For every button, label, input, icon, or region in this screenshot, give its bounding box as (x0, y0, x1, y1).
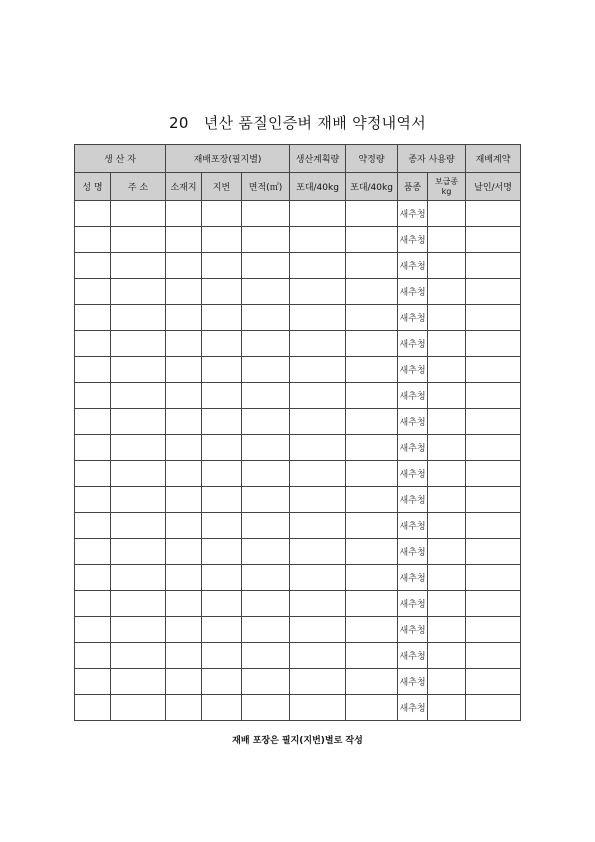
cell-area[interactable] (242, 201, 290, 227)
cell-lot[interactable] (202, 253, 242, 279)
cell-lot[interactable] (202, 357, 242, 383)
cell-address[interactable] (111, 357, 166, 383)
cell-address[interactable] (111, 539, 166, 565)
cell-location[interactable] (166, 565, 202, 591)
cell-contract[interactable] (346, 383, 398, 409)
cell-contract[interactable] (346, 617, 398, 643)
cell-location[interactable] (166, 695, 202, 721)
cell-plan[interactable] (290, 643, 346, 669)
cell-area[interactable] (242, 617, 290, 643)
cell-contract[interactable] (346, 253, 398, 279)
cell-sign[interactable] (466, 695, 521, 721)
cell-location[interactable] (166, 617, 202, 643)
cell-address[interactable] (111, 409, 166, 435)
cell-variety: 새추청 (398, 227, 428, 253)
document-title (0, 112, 595, 133)
cell-address[interactable] (111, 331, 166, 357)
cell-address[interactable] (111, 435, 166, 461)
cell-supply[interactable] (428, 409, 466, 435)
table-row (75, 461, 521, 487)
header-address: 주 소 (111, 173, 166, 201)
header-seed-usage: 종자 사용량 (398, 145, 466, 173)
cell-area[interactable] (242, 305, 290, 331)
header-producer: 생 산 자 (75, 145, 166, 173)
cell-sign[interactable] (466, 643, 521, 669)
table-row (75, 383, 521, 409)
cell-supply[interactable] (428, 487, 466, 513)
title-text: 년산 품질인증벼 재배 약정내역서 (203, 114, 427, 132)
cell-address[interactable] (111, 253, 166, 279)
cell-location[interactable] (166, 669, 202, 695)
cell-name[interactable] (75, 617, 111, 643)
cell-contract[interactable] (346, 227, 398, 253)
cell-area[interactable] (242, 695, 290, 721)
table-row (75, 617, 521, 643)
cell-plan[interactable] (290, 617, 346, 643)
header-variety: 품종 (398, 173, 428, 201)
cell-supply[interactable] (428, 305, 466, 331)
cell-area[interactable] (242, 253, 290, 279)
header-sign-date: 날인/서명 (466, 173, 521, 201)
cell-sign[interactable] (466, 461, 521, 487)
cell-name[interactable] (75, 513, 111, 539)
cell-lot[interactable] (202, 383, 242, 409)
cell-variety: 새추청 (398, 305, 428, 331)
cell-variety: 새추청 (398, 695, 428, 721)
cell-supply[interactable] (428, 357, 466, 383)
cell-name[interactable] (75, 279, 111, 305)
cell-plan[interactable] (290, 357, 346, 383)
table-row (75, 409, 521, 435)
cell-plan[interactable] (290, 409, 346, 435)
cell-address[interactable] (111, 201, 166, 227)
cell-contract[interactable] (346, 435, 398, 461)
header-contract-unit: 포대/40kg (346, 173, 398, 201)
cell-supply[interactable] (428, 643, 466, 669)
cell-plan[interactable] (290, 591, 346, 617)
table-row (75, 357, 521, 383)
cell-contract[interactable] (346, 539, 398, 565)
cell-contract[interactable] (346, 461, 398, 487)
cell-plan[interactable] (290, 227, 346, 253)
table-row (75, 253, 521, 279)
cell-supply[interactable] (428, 383, 466, 409)
cell-lot[interactable] (202, 409, 242, 435)
header-area: 면적(㎡) (242, 173, 290, 201)
cell-address[interactable] (111, 695, 166, 721)
cell-variety: 새추청 (398, 487, 428, 513)
cell-supply[interactable] (428, 435, 466, 461)
cell-lot[interactable] (202, 227, 242, 253)
cell-variety: 새추청 (398, 435, 428, 461)
cell-sign[interactable] (466, 617, 521, 643)
cell-variety: 새추청 (398, 409, 428, 435)
cell-variety: 새추청 (398, 513, 428, 539)
cell-supply[interactable] (428, 513, 466, 539)
cell-location[interactable] (166, 435, 202, 461)
cell-address[interactable] (111, 513, 166, 539)
cell-variety: 새추청 (398, 461, 428, 487)
cell-location[interactable] (166, 331, 202, 357)
cell-address[interactable] (111, 669, 166, 695)
cell-variety: 새추청 (398, 279, 428, 305)
cell-location[interactable] (166, 383, 202, 409)
cell-sign[interactable] (466, 331, 521, 357)
cell-address[interactable] (111, 565, 166, 591)
cell-area[interactable] (242, 487, 290, 513)
cell-address[interactable] (111, 487, 166, 513)
table-row (75, 201, 521, 227)
cell-sign[interactable] (466, 487, 521, 513)
cell-plan[interactable] (290, 201, 346, 227)
cell-lot[interactable] (202, 201, 242, 227)
cell-location[interactable] (166, 643, 202, 669)
cell-area[interactable] (242, 513, 290, 539)
table-row (75, 513, 521, 539)
cell-contract[interactable] (346, 409, 398, 435)
cell-lot[interactable] (202, 305, 242, 331)
cell-location[interactable] (166, 357, 202, 383)
cell-sign[interactable] (466, 539, 521, 565)
cell-location[interactable] (166, 201, 202, 227)
cell-supply[interactable] (428, 331, 466, 357)
cell-variety: 새추청 (398, 331, 428, 357)
table-row (75, 643, 521, 669)
cell-sign[interactable] (466, 565, 521, 591)
cell-sign[interactable] (466, 409, 521, 435)
cell-supply[interactable] (428, 617, 466, 643)
cell-sign[interactable] (466, 383, 521, 409)
cell-area[interactable] (242, 643, 290, 669)
cell-variety: 새추청 (398, 643, 428, 669)
cell-lot[interactable] (202, 279, 242, 305)
cell-contract[interactable] (346, 201, 398, 227)
table-row (75, 487, 521, 513)
table-row (75, 279, 521, 305)
cell-lot[interactable] (202, 591, 242, 617)
cell-address[interactable] (111, 591, 166, 617)
cell-plan[interactable] (290, 513, 346, 539)
cell-supply[interactable] (428, 539, 466, 565)
cell-supply[interactable] (428, 669, 466, 695)
cell-sign[interactable] (466, 279, 521, 305)
cell-location[interactable] (166, 305, 202, 331)
cell-lot[interactable] (202, 513, 242, 539)
cell-plan[interactable] (290, 279, 346, 305)
cell-name[interactable] (75, 435, 111, 461)
cell-address[interactable] (111, 383, 166, 409)
cell-area[interactable] (242, 461, 290, 487)
cell-sign[interactable] (466, 201, 521, 227)
header-supply (428, 173, 466, 201)
cell-area[interactable] (242, 227, 290, 253)
cell-contract[interactable] (346, 279, 398, 305)
cell-lot[interactable] (202, 331, 242, 357)
table-row (75, 305, 521, 331)
cell-contract[interactable] (346, 643, 398, 669)
table-row (75, 331, 521, 357)
cell-location[interactable] (166, 513, 202, 539)
cell-supply[interactable] (428, 279, 466, 305)
cell-address[interactable] (111, 461, 166, 487)
cell-contract[interactable] (346, 565, 398, 591)
cell-address[interactable] (111, 279, 166, 305)
cell-name[interactable] (75, 695, 111, 721)
table-row (75, 435, 521, 461)
cell-address[interactable] (111, 643, 166, 669)
cell-location[interactable] (166, 227, 202, 253)
cell-variety: 새추청 (398, 253, 428, 279)
cell-supply[interactable] (428, 201, 466, 227)
cell-plan[interactable] (290, 253, 346, 279)
cell-plan[interactable] (290, 331, 346, 357)
cell-location[interactable] (166, 539, 202, 565)
cell-sign[interactable] (466, 435, 521, 461)
cell-area[interactable] (242, 539, 290, 565)
header-contract: 약정량 (346, 145, 398, 173)
cell-address[interactable] (111, 617, 166, 643)
cell-name[interactable] (75, 565, 111, 591)
cell-name[interactable] (75, 253, 111, 279)
header-agreement: 재배계약 (466, 145, 521, 173)
cell-contract[interactable] (346, 591, 398, 617)
cell-lot[interactable] (202, 669, 242, 695)
cell-location[interactable] (166, 487, 202, 513)
cell-plan[interactable] (290, 435, 346, 461)
cell-plan[interactable] (290, 487, 346, 513)
cell-address[interactable] (111, 305, 166, 331)
cell-address[interactable] (111, 227, 166, 253)
cell-area[interactable] (242, 669, 290, 695)
cell-name[interactable] (75, 643, 111, 669)
table-row (75, 565, 521, 591)
cell-contract[interactable] (346, 357, 398, 383)
title-year: 20 (168, 114, 189, 132)
header-cultivation: 재배포장(필지별) (166, 145, 290, 173)
cell-contract[interactable] (346, 487, 398, 513)
cell-name[interactable] (75, 227, 111, 253)
cell-name[interactable] (75, 357, 111, 383)
cell-plan[interactable] (290, 461, 346, 487)
cell-contract[interactable] (346, 695, 398, 721)
cell-supply[interactable] (428, 253, 466, 279)
cell-variety: 새추청 (398, 539, 428, 565)
cell-plan[interactable] (290, 305, 346, 331)
cell-sign[interactable] (466, 227, 521, 253)
header-plan-unit: 포대/40kg (290, 173, 346, 201)
cell-lot[interactable] (202, 539, 242, 565)
cell-variety: 새추청 (398, 617, 428, 643)
cell-variety: 새추청 (398, 669, 428, 695)
cell-supply[interactable] (428, 227, 466, 253)
cell-name[interactable] (75, 201, 111, 227)
cell-name[interactable] (75, 539, 111, 565)
table-row (75, 539, 521, 565)
cell-lot[interactable] (202, 643, 242, 669)
header-location: 소재지 (166, 173, 202, 201)
cell-variety: 새추청 (398, 201, 428, 227)
cell-area[interactable] (242, 565, 290, 591)
cell-area[interactable] (242, 279, 290, 305)
cell-lot[interactable] (202, 461, 242, 487)
cell-contract[interactable] (346, 331, 398, 357)
cell-sign[interactable] (466, 253, 521, 279)
cell-supply[interactable] (428, 461, 466, 487)
cell-sign[interactable] (466, 305, 521, 331)
cell-location[interactable] (166, 409, 202, 435)
header-name: 성 명 (75, 173, 111, 201)
cell-sign[interactable] (466, 357, 521, 383)
table-row (75, 669, 521, 695)
cell-area[interactable] (242, 435, 290, 461)
header-lot: 지번 (202, 173, 242, 201)
cell-location[interactable] (166, 253, 202, 279)
cell-lot[interactable] (202, 565, 242, 591)
cell-plan[interactable] (290, 669, 346, 695)
cell-variety: 새추청 (398, 591, 428, 617)
cell-area[interactable] (242, 331, 290, 357)
cell-lot[interactable] (202, 435, 242, 461)
cell-lot[interactable] (202, 695, 242, 721)
cell-plan[interactable] (290, 695, 346, 721)
cell-name[interactable] (75, 331, 111, 357)
cell-name[interactable] (75, 409, 111, 435)
cell-name[interactable] (75, 305, 111, 331)
cell-lot[interactable] (202, 617, 242, 643)
cell-variety: 새추청 (398, 565, 428, 591)
cell-contract[interactable] (346, 305, 398, 331)
cell-name[interactable] (75, 487, 111, 513)
cell-location[interactable] (166, 591, 202, 617)
cell-variety: 새추청 (398, 383, 428, 409)
footnote: 재배 포장은 필지(지번)별로 작성 (232, 736, 363, 746)
table-row (75, 227, 521, 253)
cell-name[interactable] (75, 591, 111, 617)
cell-plan[interactable] (290, 383, 346, 409)
cell-lot[interactable] (202, 487, 242, 513)
header-supply-line2: kg (441, 186, 452, 196)
cell-area[interactable] (242, 357, 290, 383)
cell-location[interactable] (166, 461, 202, 487)
cell-plan[interactable] (290, 565, 346, 591)
cell-area[interactable] (242, 591, 290, 617)
contract-table (74, 144, 521, 721)
cell-name[interactable] (75, 383, 111, 409)
cell-contract[interactable] (346, 669, 398, 695)
cell-location[interactable] (166, 279, 202, 305)
table-row (75, 695, 521, 721)
cell-area[interactable] (242, 409, 290, 435)
cell-area[interactable] (242, 383, 290, 409)
cell-supply[interactable] (428, 695, 466, 721)
cell-name[interactable] (75, 669, 111, 695)
cell-variety: 새추청 (398, 357, 428, 383)
cell-supply[interactable] (428, 591, 466, 617)
cell-supply[interactable] (428, 565, 466, 591)
cell-contract[interactable] (346, 513, 398, 539)
cell-sign[interactable] (466, 591, 521, 617)
cell-plan[interactable] (290, 539, 346, 565)
header-plan: 생산계획량 (290, 145, 346, 173)
cell-name[interactable] (75, 461, 111, 487)
cell-sign[interactable] (466, 513, 521, 539)
header-supply-line1: 보급종 (434, 176, 459, 186)
cell-sign[interactable] (466, 669, 521, 695)
table-row (75, 591, 521, 617)
